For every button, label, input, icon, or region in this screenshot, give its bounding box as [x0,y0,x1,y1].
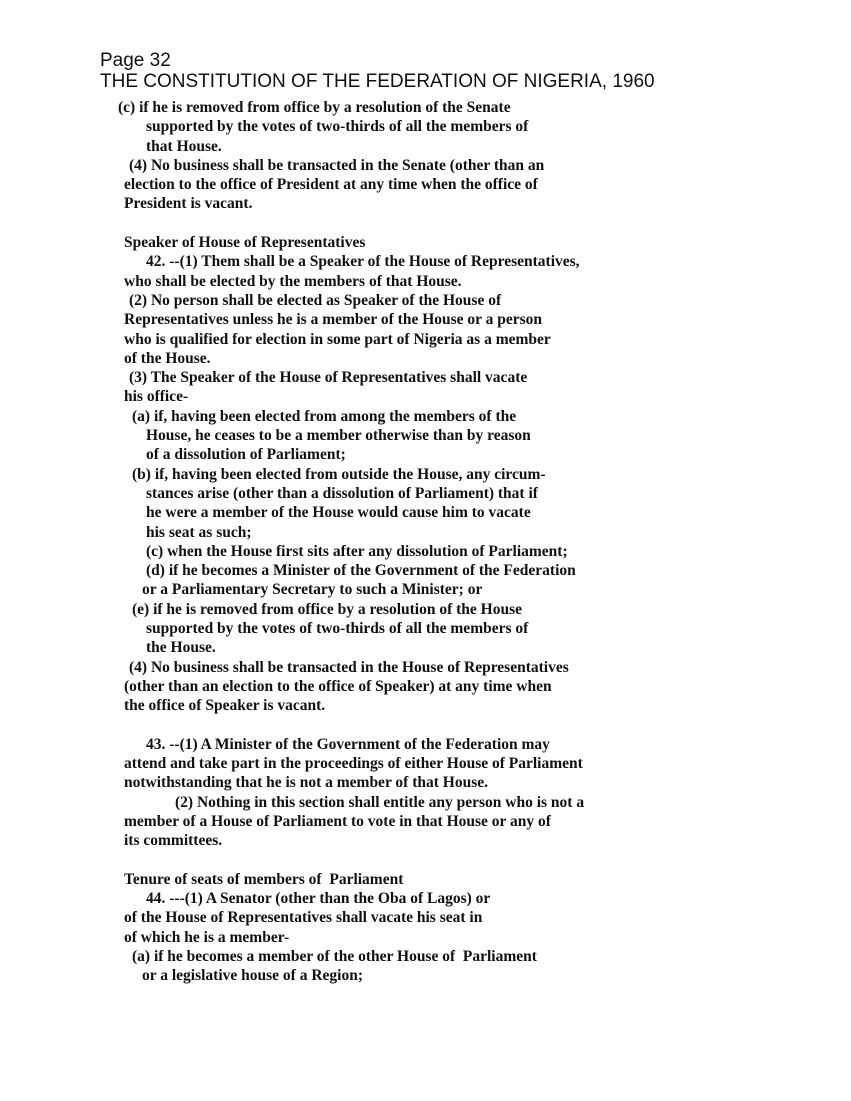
text-line: or a legislative house of a Region; [142,967,364,985]
text-line: (c) when the House first sits after any dissolution of Parliament; [146,542,568,560]
text-line: Tenure of seats of members of Parliament [124,870,404,888]
text-line: of the House. [124,349,211,367]
text-line: of which he is a member- [124,928,290,946]
text-line: member of a House of Parliament to vote in that House or any of [124,812,551,830]
text-line: (other than an election to the office of Speaker) at any time when [124,677,552,695]
text-line: (a) if, having been elected from among the members of the [132,407,517,425]
text-line: 43. --(1) A Minister of the Government of the Federation may [146,735,550,753]
text-line: President is vacant. [124,195,253,213]
text-line: Representatives unless he is a member of the House or a person [124,311,543,329]
text-line: (d) if he becomes a Minister of the Government of the Federation [146,562,576,580]
text-line: his office- [124,388,189,406]
text-line: of a dissolution of Parliament; [146,446,346,464]
text-line: who shall be elected by the members of that House. [124,272,462,290]
text-line: attend and take part in the proceedings of either House of Parliament [124,755,583,773]
text-line: he were a member of the House would cause him to vacate [146,504,531,522]
blank-line [0,716,851,735]
page-header [100,50,655,92]
page-number: Page 32 [100,50,171,71]
blank-line [0,214,851,233]
text-line: supported by the votes of two-thirds of all the members of [146,620,529,638]
text-line: 42. --(1) Them shall be a Speaker of the House of Representatives, [146,253,580,271]
text-line: Speaker of House of Representatives [124,234,366,252]
text-line: supported by the votes of two-thirds of all the members of [146,118,529,136]
text-line: stances arise (other than a dissolution of Parliament) that if [146,484,538,502]
text-line: (2) Nothing in this section shall entitle any person who is not a [175,793,585,811]
text-line: (2) No person shall be elected as Speaker of the House of [129,291,502,309]
text-line: that House. [146,137,222,155]
text-line: (a) if he becomes a member of the other House of Parliament [132,948,537,966]
text-line: (3) The Speaker of the House of Representatives shall vacate [129,369,528,387]
text-line: (4) No business shall be transacted in the House of Representatives [129,658,569,676]
text-line: or a Parliamentary Secretary to such a Minister; or [142,581,483,599]
text-line: the office of Speaker is vacant. [124,697,326,715]
text-line: who is qualified for election in some part of Nigeria as a member [124,330,551,348]
text-line: of the House of Representatives shall vacate his seat in [124,909,483,927]
text-line: 44. ---(1) A Senator (other than the Oba of Lagos) or [146,890,491,908]
document-title: THE CONSTITUTION OF THE FEDERATION OF NIGERIA, 1960 [100,71,655,92]
blank-line [0,851,851,870]
text-line: election to the office of President at any time when the office of [124,176,538,194]
text-line: (b) if, having been elected from outside the House, any circum- [132,465,546,483]
text-line: its committees. [124,832,223,850]
text-line: the House. [146,639,216,657]
text-line: (4) No business shall be transacted in the Senate (other than an [129,156,545,174]
text-line: (e) if he is removed from office by a resolution of the House [132,600,523,618]
text-line: notwithstanding that he is not a member of that House. [124,774,488,792]
text-line: his seat as such; [146,523,252,541]
text-line: House, he ceases to be a member otherwise than by reason [146,427,531,445]
text-line: (c) if he is removed from office by a resolution of the Senate [118,99,511,116]
document-body [0,98,851,986]
